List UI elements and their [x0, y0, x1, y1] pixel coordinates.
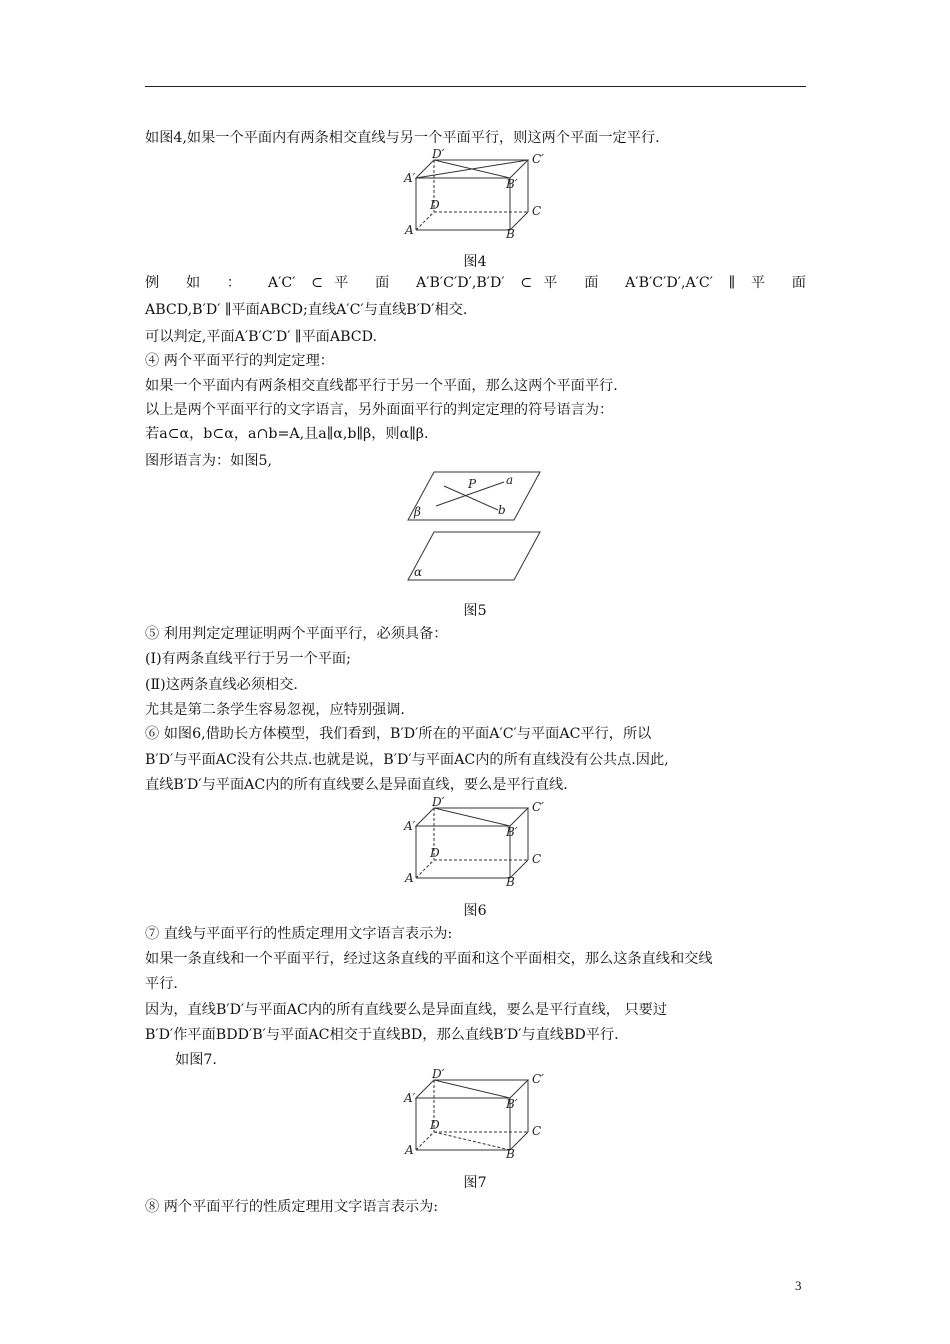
label-c: C: [532, 1124, 542, 1138]
label-beta: β: [414, 505, 421, 519]
label-line-a: a: [506, 473, 514, 487]
text-line: 尤其是第二条学生容易忽视，应特别强调.: [145, 702, 405, 718]
figure-4-box: [400, 148, 550, 240]
text-line: ⑥ 如图6,借助长方体模型，我们看到，B′D′所在的平面A′C′与平面AC平行，所以: [145, 726, 652, 742]
text-line: ⑧ 两个平面平行的性质定理用文字语言表示为:: [145, 1199, 439, 1215]
label-b: B: [506, 227, 515, 240]
text-line: B′D′与平面AC没有公共点.也就是说，B′D′与平面AC内的所有直线没有公共点.因此,: [145, 752, 669, 768]
label-b-prime: B′: [506, 177, 518, 191]
label-b-prime: B′: [506, 1097, 518, 1111]
label-d: D: [430, 198, 440, 212]
label-a-prime: A′: [404, 171, 416, 185]
header-rule: [145, 86, 806, 87]
text-line: 平行.: [145, 976, 178, 992]
label-d: D: [430, 846, 440, 860]
label-a: A: [405, 871, 414, 885]
text-line: ⑦ 直线与平面平行的性质定理用文字语言表示为:: [145, 926, 453, 942]
figure-4-caption: 图4: [463, 254, 487, 270]
label-c: C: [532, 204, 542, 218]
figure-7-box: [400, 1068, 550, 1160]
page-number: 3: [795, 1278, 802, 1293]
label-a-prime: A′: [404, 1091, 416, 1105]
label-c-prime: C′: [532, 1072, 544, 1086]
text-line: 如图7.: [175, 1052, 217, 1068]
label-a-prime: A′: [404, 819, 416, 833]
text-line: 例 如 ： A′C′ ⊂平 面 A′B′C′D′,B′D′ ⊂平 面 A′B′C′D′,A′C′ ∥ 平 面: [145, 275, 806, 291]
label-d-prime: D′: [432, 148, 445, 161]
text-line: 因为，直线B′D′与平面AC内的所有直线要么是异面直线，要么是平行直线， 只要过: [145, 1002, 668, 1018]
text-line: 如果一个平面内有两条相交直线都平行于另一个平面，那么这两个平面平行.: [145, 378, 618, 394]
label-a: A: [405, 1143, 414, 1157]
text-line: 直线B′D′与平面AC内的所有直线要么是异面直线，要么是平行直线.: [145, 777, 568, 793]
text-line: 如图4,如果一个平面内有两条相交直线与另一个平面平行，则这两个平面一定平行.: [145, 130, 660, 146]
text-line: 若a⊂α，b⊂α，a∩b=A,且a∥α,b∥β，则α∥β.: [145, 426, 429, 442]
text-line: B′D′作平面BDD′B′与平面AC相交于直线BD，那么直线B′D′与直线BD平行.: [145, 1027, 619, 1043]
label-c: C: [532, 852, 542, 866]
text-line: ④ 两个平面平行的判定定理：: [145, 353, 334, 369]
figure-6-box: [400, 796, 550, 888]
figure-7-caption: 图7: [463, 1175, 487, 1191]
text-line: 如果一条直线和一个平面平行，经过这条直线的平面和这个平面相交，那么这条直线和交线: [145, 951, 713, 967]
figure-6-caption: 图6: [463, 903, 487, 919]
label-b: B: [506, 1147, 515, 1160]
text-line: 图形语言为：如图5,: [145, 453, 273, 469]
text-line: 以上是两个平面平行的文字语言，另外面面平行的判定定理的符号语言为：: [145, 402, 614, 418]
figure-5-planes: [400, 468, 550, 586]
label-b-prime: B′: [506, 825, 518, 839]
label-line-b: b: [498, 503, 506, 517]
label-a: A: [405, 223, 414, 237]
text-line: ABCD,B′D′ ∥平面ABCD;直线A′C′与直线B′D′相交.: [145, 302, 468, 318]
text-line: ⑤ 利用判定定理证明两个平面平行，必须具备：: [145, 626, 448, 642]
label-b: B: [506, 875, 515, 888]
text-line: (Ⅰ)有两条直线平行于另一个平面;: [145, 651, 351, 667]
text-line: (Ⅱ)这两条直线必须相交.: [145, 677, 298, 693]
text-line: 可以判定,平面A′B′C′D′ ∥平面ABCD.: [145, 329, 378, 345]
label-d-prime: D′: [432, 796, 445, 809]
label-c-prime: C′: [532, 152, 544, 166]
label-d: D: [430, 1118, 440, 1132]
label-p: P: [468, 477, 477, 491]
label-alpha: α: [414, 565, 423, 579]
label-c-prime: C′: [532, 800, 544, 814]
figure-5-caption: 图5: [463, 603, 487, 619]
label-d-prime: D′: [432, 1068, 445, 1081]
